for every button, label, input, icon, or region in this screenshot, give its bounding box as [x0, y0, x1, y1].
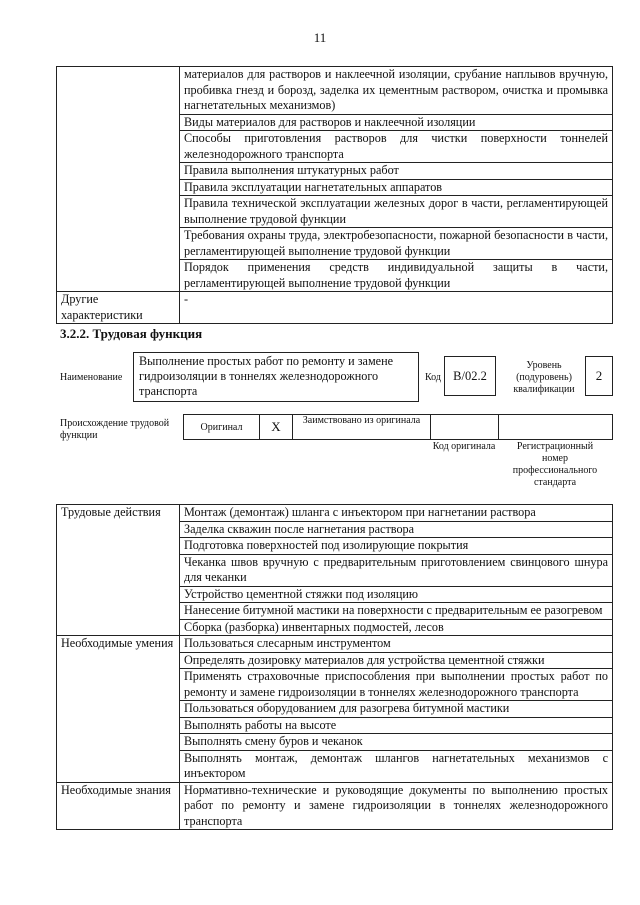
table-cell: Нормативно-технические и руководящие документы по выполнению простых работ по ремонту и замене гидроизоляции в тоннелях железнодорожного транспорта — [180, 782, 613, 830]
table-cell: Монтаж (демонтаж) шланга с инъектором при нагнетании раствора — [180, 505, 613, 522]
table-cell: Сборка (разборка) инвентарных подмостей, лесов — [180, 619, 613, 636]
reg-number-cell — [499, 415, 613, 440]
table-cell: Выполнять смену буров и чеканок — [180, 734, 613, 751]
table-cell: Выполнять монтаж, демонтаж шлангов нагнетательных механизмов с инъектором — [180, 750, 613, 782]
origin-label: Происхождение трудовой функции — [60, 418, 170, 441]
table-cell: Выполнять работы на высоте — [180, 717, 613, 734]
row-group-label: Необходимые умения — [57, 636, 180, 783]
table-cell: Правила технической эксплуатации железных дорог в части, регламентирующей выполнение трудовой функции — [180, 196, 613, 228]
table-cell: - — [180, 292, 613, 324]
name-label: Наименование — [60, 372, 123, 383]
code-label: Код — [425, 372, 441, 383]
table-row — [57, 505, 613, 522]
table-cell: Определять дозировку материалов для устройства цементной стяжки — [180, 652, 613, 669]
row-group-label: Трудовые действия — [57, 505, 180, 636]
table-row — [57, 292, 613, 324]
origin-table — [183, 414, 613, 440]
table-cell: Подготовка поверхностей под изолирующие покрытия — [180, 538, 613, 555]
labor-function-table — [56, 504, 613, 830]
table-cell: материалов для растворов и наклеечной изоляции, срубание наплывов вручную, пробивка гнезд и борозд, заделка их цементным раствором, очистка и промывка нагнетательных механизмов) — [180, 67, 613, 115]
row-group-label: Необходимые знания — [57, 782, 180, 830]
table-cell: Пользоваться слесарным инструментом — [180, 636, 613, 653]
original-mark: X — [260, 415, 293, 440]
code-original-cell — [431, 415, 499, 440]
top-requirements-table — [56, 66, 613, 324]
function-name-field: Выполнение простых работ по ремонту и замене гидроизоляции в тоннелях железнодорожного транспорта — [133, 352, 419, 402]
table-cell: Заделка скважин после нагнетания раствора — [180, 521, 613, 538]
row-group-label: Другие характеристики — [57, 292, 180, 324]
table-cell: Устройство цементной стяжки под изоляцию — [180, 586, 613, 603]
table-cell: Применять страховочные приспособления при выполнении простых работ по ремонту и замене гидроизоляции в тоннелях железнодорожного транспорта — [180, 669, 613, 701]
table-cell: Нанесение битумной мастики на поверхности с предварительным ее разогревом — [180, 603, 613, 620]
table-cell: Правила эксплуатации нагнетательных аппаратов — [180, 179, 613, 196]
table-cell: Способы приготовления растворов для чистки поверхности тоннелей железнодорожного транспорта — [180, 131, 613, 163]
table-cell: Правила выполнения штукатурных работ — [180, 163, 613, 180]
table-cell: Виды материалов для растворов и наклеечной изоляции — [180, 114, 613, 131]
borrowed-label: Заимствовано из оригинала — [293, 415, 431, 440]
reg-number-label: Регистрационный номер профессионального стандарта — [512, 441, 598, 488]
page-number: 11 — [313, 30, 327, 45]
row-group-label — [57, 67, 180, 292]
code-original-label: Код оригинала — [432, 441, 496, 452]
table-cell: Пользоваться оборудованием для разогрева битумной мастики — [180, 701, 613, 718]
qualification-level-label: Уровень (подуровень) квалификации — [513, 360, 575, 395]
table-row — [57, 782, 613, 830]
table-cell: Требования охраны труда, электробезопасности, пожарной безопасности в части, регламентирующей выполнение трудовой функции — [180, 228, 613, 260]
section-title: 3.2.2. Трудовая функция — [60, 326, 203, 341]
table-row — [57, 636, 613, 653]
function-code-field: B/02.2 — [444, 356, 496, 396]
table-cell: Порядок применения средств индивидуальной защиты в части, регламентирующей выполнение трудовой функции — [180, 260, 613, 292]
table-cell: Чеканка швов вручную с предварительным приготовлением свинцового шнура для чеканки — [180, 554, 613, 586]
original-label: Оригинал — [184, 415, 260, 440]
table-row — [57, 67, 613, 115]
qualification-level-field: 2 — [585, 356, 613, 396]
